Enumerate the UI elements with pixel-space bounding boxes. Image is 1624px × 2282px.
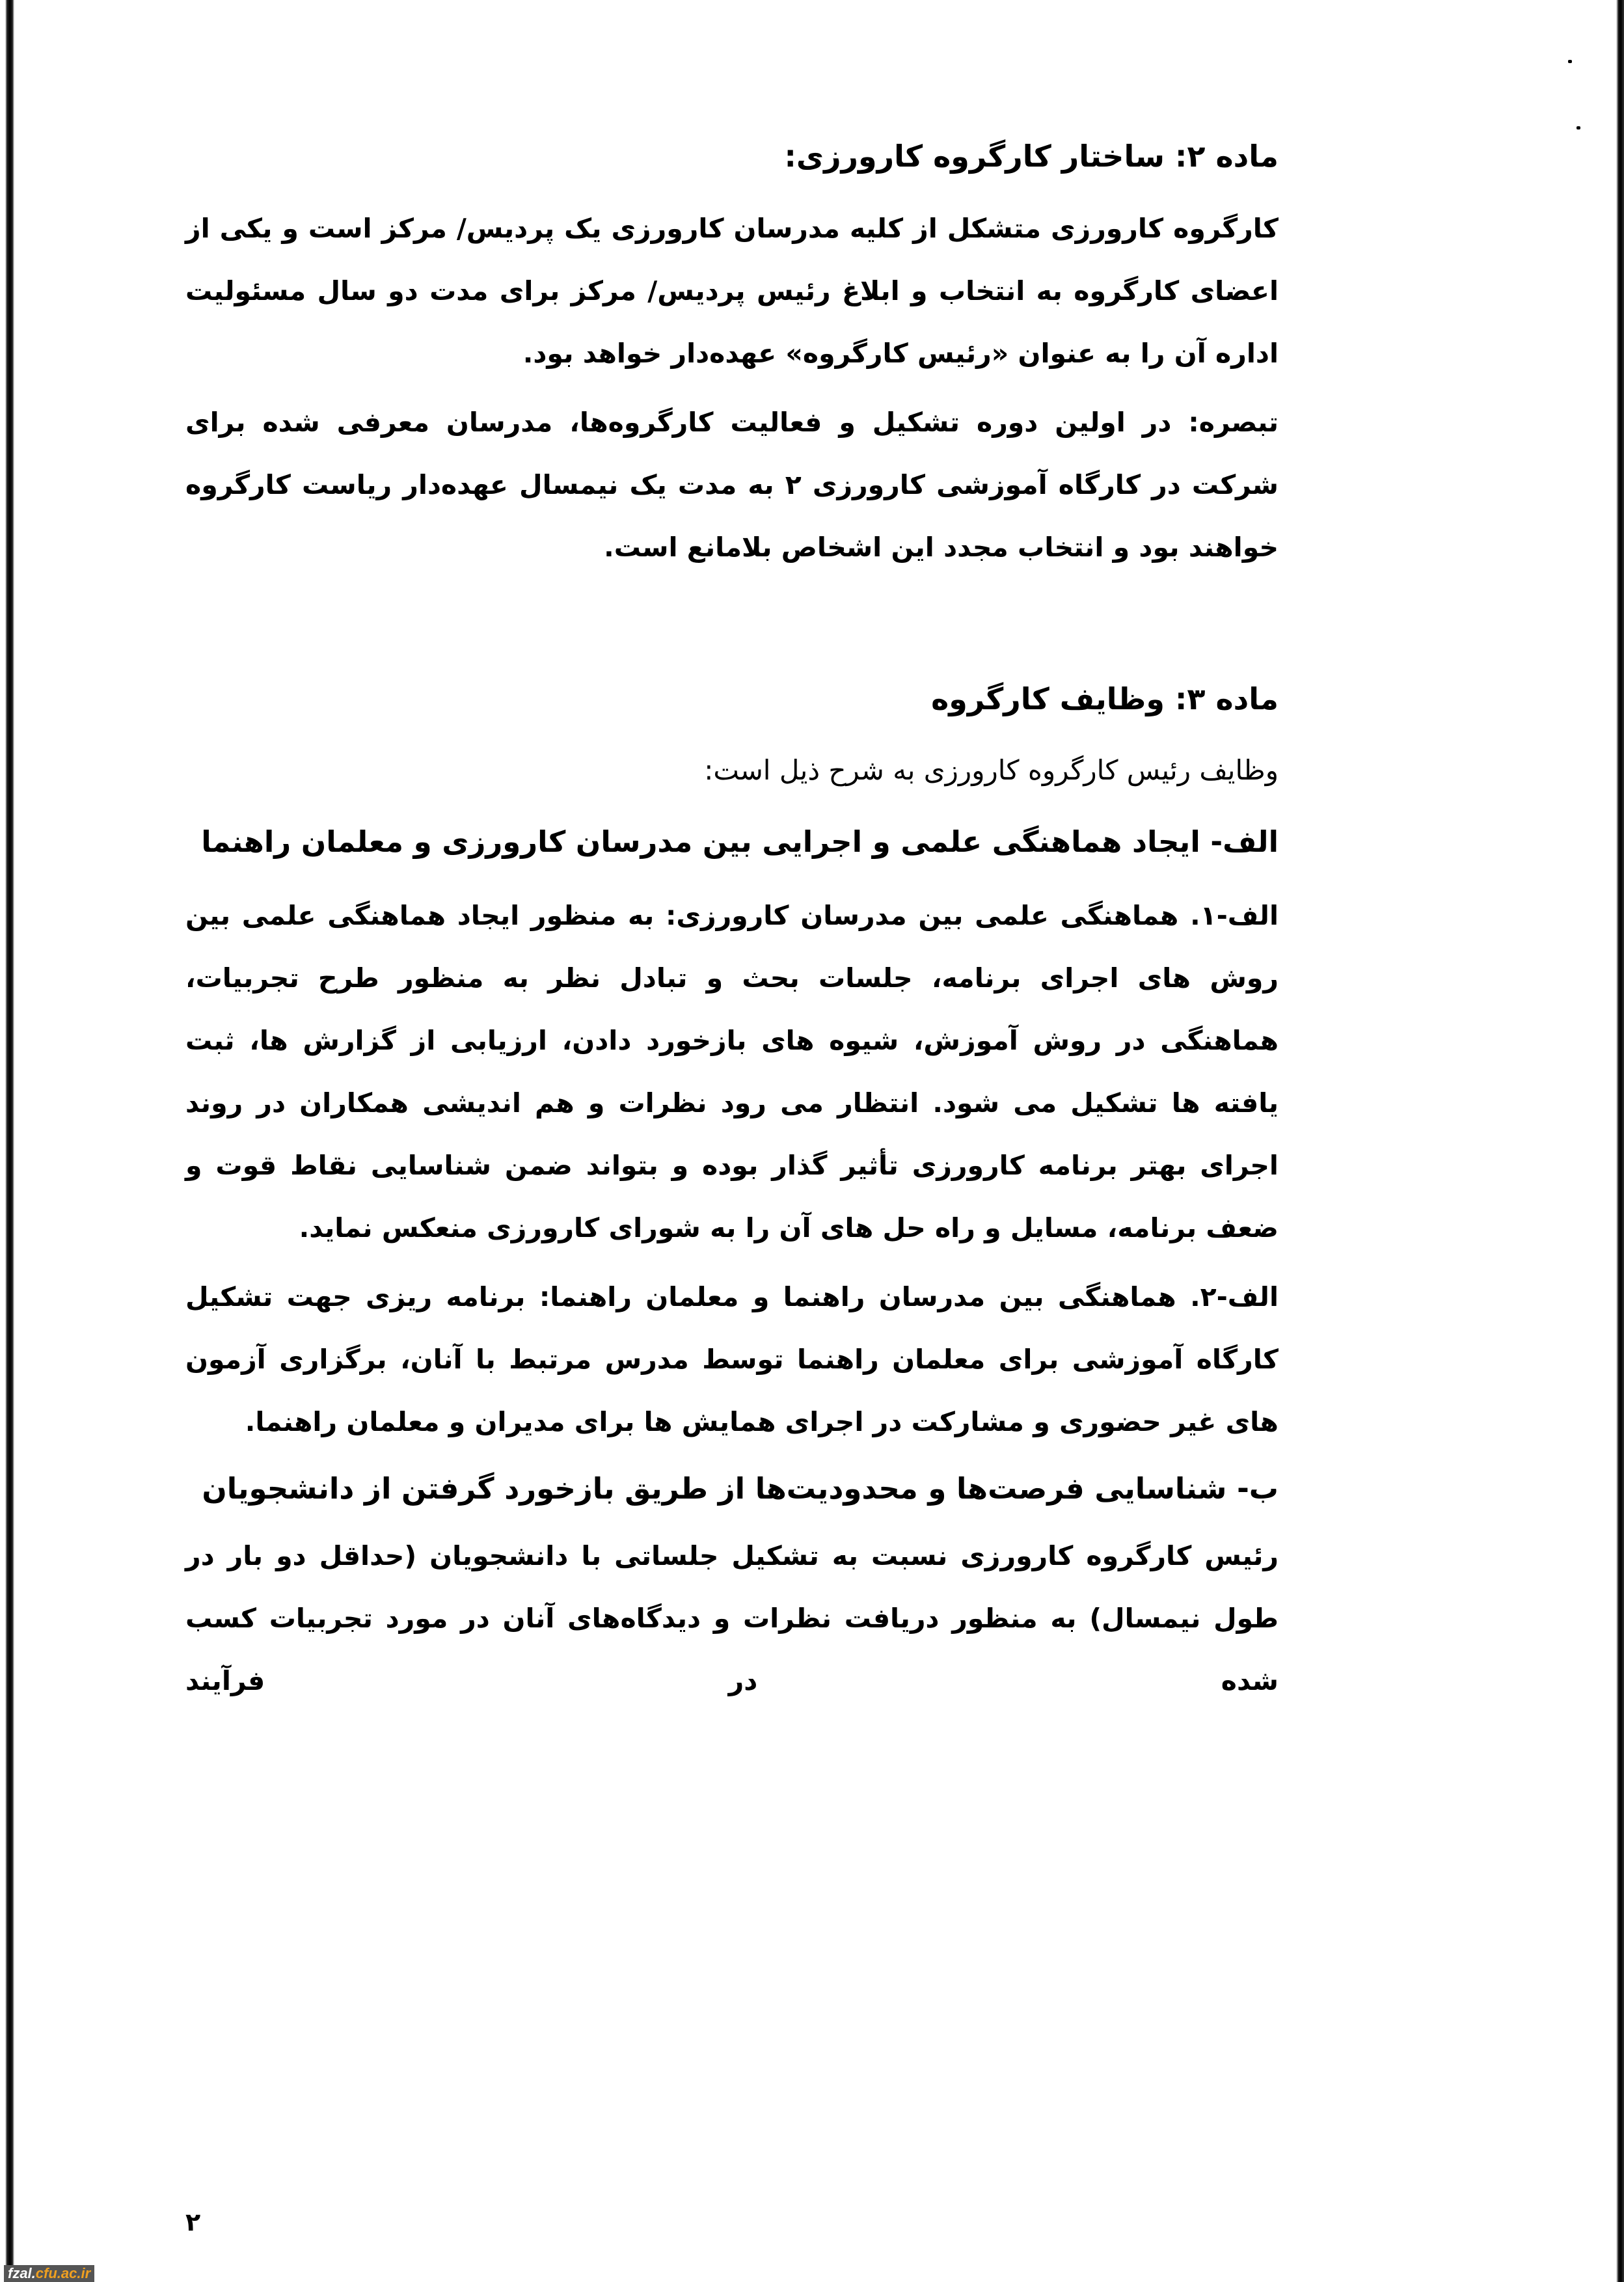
scan-speck [1577,126,1580,129]
article-2-note: تبصره: در اولین دوره تشکیل و فعالیت کارگروه‌ها، مدرسان معرفی شده برای شرکت در کارگاه آموزشی کارورزی ۲ به مدت یک نیمسال عهده‌دار ریاست کارگروه خواهند بود و انتخاب مجدد این اشخاص بلامانع است. [185,407,1279,563]
article-2-paragraph: کارگروه کارورزی متشکل از کلیه مدرسان کارورزی یک پردیس/ مرکز است و یکی از اعضای کارگروه به انتخاب و ابلاغ رئیس پردیس/ مرکز برای مدت دو سال مسئولیت اداره آن را به عنوان «رئیس کارگروه» عهده‌دار خواهد بود. [185,213,1279,369]
watermark-prefix: fzal. [8,2265,36,2281]
section-a-title: الف- ایجاد هماهنگی علمی و اجرایی بین مدرسان کارورزی و معلمان راهنما [201,824,1279,859]
document-body [185,133,1279,1712]
scan-edge-right [1616,0,1624,2282]
section-b-title: ب- شناسایی فرصت‌ها و محدودیت‌ها از طریق بازخورد گرفتن از دانشجویان [202,1471,1279,1506]
section-b-paragraph: رئیس کارگروه کارورزی نسبت به تشکیل جلساتی با دانشجویان (حداقل دو بار در طول نیمسال) به منظور دریافت نظرات و دیدگاه‌های آنان در مورد تجربیات کسب شده در فرآیند [185,1540,1279,1696]
scan-edge-left [5,0,14,2282]
section-a-item-2: الف-۲. هماهنگی بین مدرسان راهنما و معلمان راهنما: برنامه ریزی جهت تشکیل کارگاه آموزشی برای معلمان راهنما توسط مدرس مرتبط با آنان، برگزاری آزمون های غیر حضوری و مشارکت در اجرای همایش ها برای مدیران و معلمان راهنما. [185,1281,1279,1437]
watermark-domain: cfu.ac.ir [35,2265,91,2281]
article-3-heading: ماده ۳: وظایف کارگروه [931,681,1279,716]
page-number: ۲ [185,2208,201,2236]
site-watermark[interactable] [4,2265,94,2282]
section-a-item-1: الف-۱. هماهنگی علمی بین مدرسان کارورزی: به منظور ایجاد هماهنگی علمی بین روش های اجرای برنامه، جلسات بحث و تبادل نظر به منظور طرح تجربیات، هماهنگی در روش آموزش، شیوه های بازخورد دادن، ارزیابی از گزارش ها، ثبت یافته ها تشکیل می شود. انتظار می رود نظرات و هم اندیشی همکاران در روند اجرای بهتر برنامه کارورزی تأثیر گذار بوده و بتواند ضمن شناسایی نقاط قوت و ضعف برنامه، مسایل و راه حل های آن را به شورای کارورزی منعکس نماید. [185,900,1279,1243]
scan-speck [1568,60,1572,63]
article-3-intro: وظایف رئیس کارگروه کارورزی به شرح ذیل است: [704,754,1279,786]
article-2-heading: ماده ۲: ساختار کارگروه کارورزی: [784,139,1279,174]
